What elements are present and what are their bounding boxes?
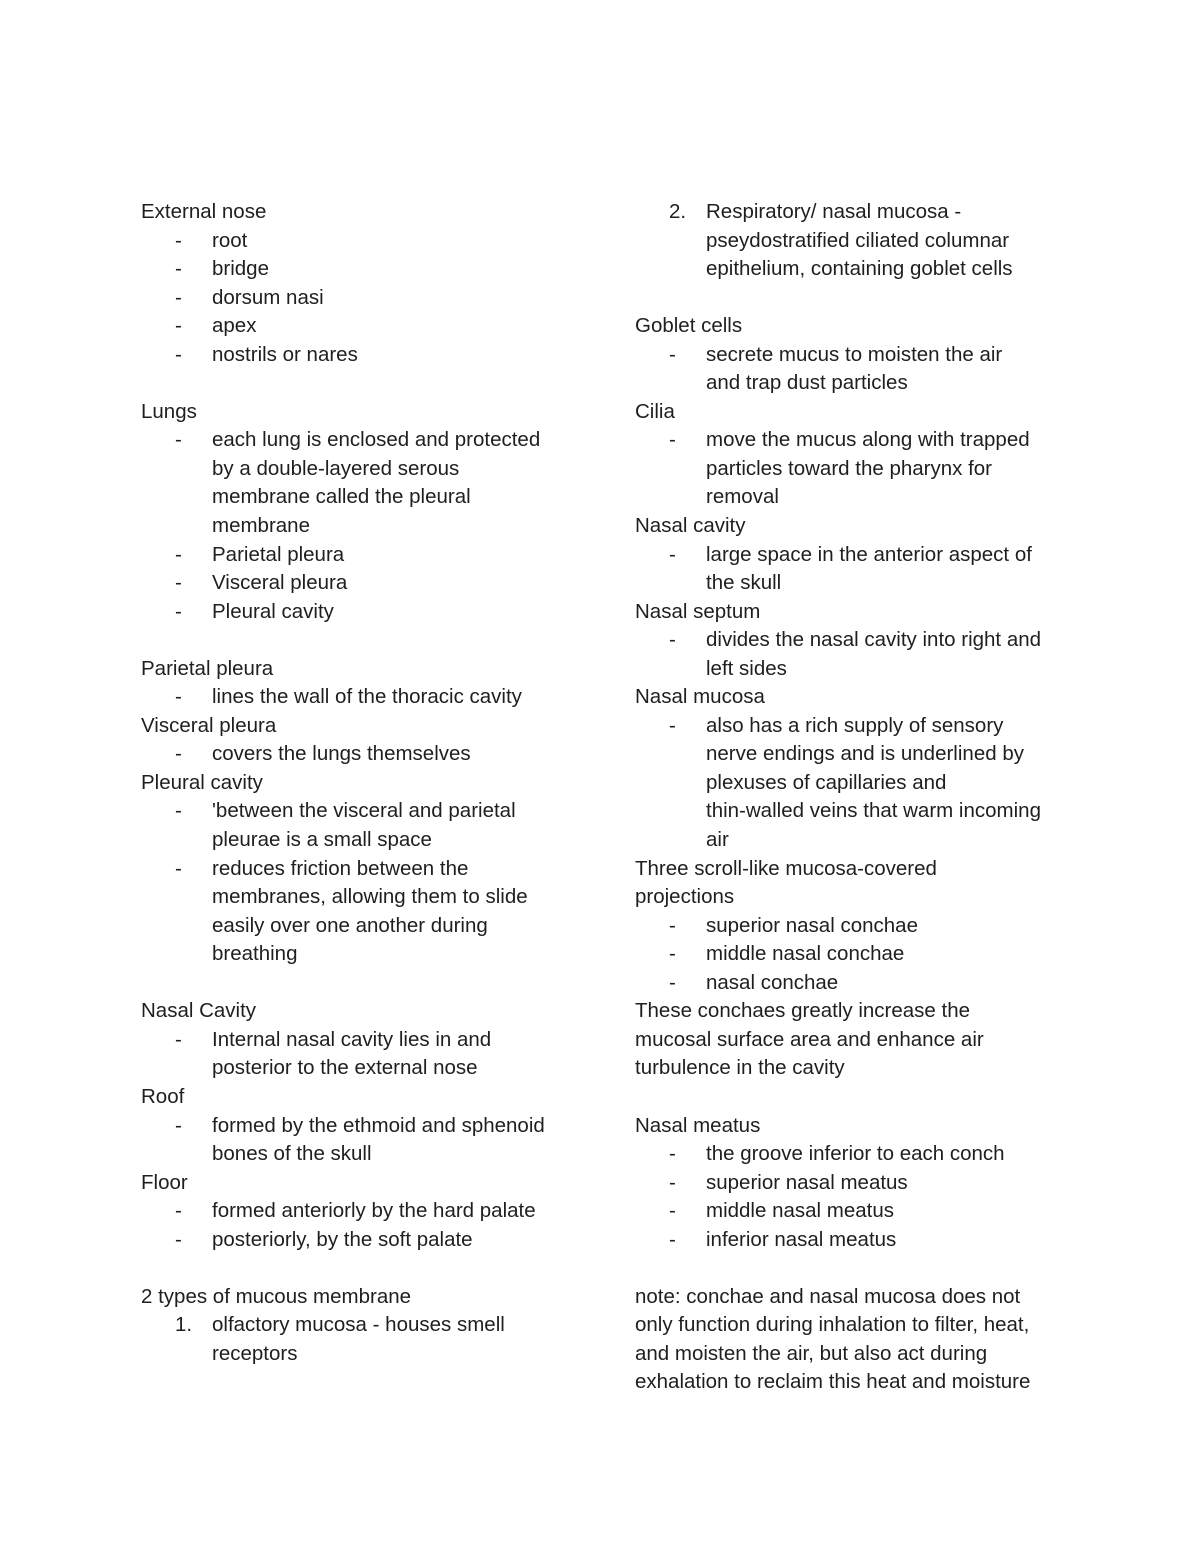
list-item	[635, 1169, 1075, 1198]
bullet-marker: -	[175, 742, 182, 766]
list-item-text: olfactory mucosa - houses smell	[212, 1313, 505, 1337]
bullet-marker: -	[669, 970, 676, 994]
list-item	[635, 1197, 1075, 1226]
bullet-marker: -	[175, 228, 182, 252]
list-item-text: move the mucus along with trapped	[706, 428, 1030, 452]
bullet-marker: -	[175, 685, 182, 709]
list-item-text: reduces friction between the	[212, 856, 469, 880]
list-item-text: large space in the anterior aspect of	[706, 542, 1032, 566]
list-item	[635, 626, 1075, 655]
bullet-marker: -	[175, 428, 182, 452]
list-item-text: pleurae is a small space	[212, 828, 432, 852]
list-item	[141, 227, 581, 256]
list-item-continuation	[635, 483, 1075, 512]
bullet-marker: -	[669, 942, 676, 966]
bullet-marker: -	[669, 913, 676, 937]
list-item-text: apex	[212, 314, 257, 338]
list-item	[635, 541, 1075, 570]
list-item-continuation	[635, 797, 1075, 826]
blank-line	[635, 284, 1075, 313]
list-item	[141, 1226, 581, 1255]
text-line: Nasal cavity	[635, 514, 746, 538]
bullet-marker: -	[175, 571, 182, 595]
bullet-marker: -	[175, 799, 182, 823]
text-line: Parietal pleura	[141, 656, 274, 680]
list-item-text: root	[212, 228, 248, 252]
list-item-continuation	[635, 369, 1075, 398]
bullet-marker: -	[175, 1227, 182, 1251]
bullet-marker: -	[175, 599, 182, 623]
list-item	[141, 855, 581, 884]
list-item-text: the groove inferior to each conch	[706, 1142, 1005, 1166]
list-item	[141, 341, 581, 370]
list-item-text: divides the nasal cavity into right and	[706, 628, 1042, 652]
list-item	[141, 312, 581, 341]
text-line: Visceral pleura	[141, 713, 277, 737]
list-item-continuation	[141, 1140, 581, 1169]
list-item-text: secrete mucus to moisten the air	[706, 342, 1003, 366]
list-item-text: air	[706, 828, 729, 852]
list-item	[141, 598, 581, 627]
bullet-marker: -	[175, 285, 182, 309]
text-line: Cilia	[635, 399, 675, 423]
list-item-text: thin-walled veins that warm incoming	[706, 799, 1041, 823]
list-item	[141, 1026, 581, 1055]
list-item	[141, 569, 581, 598]
text-line: These conchaes greatly increase the	[635, 999, 971, 1023]
list-item-text: removal	[706, 485, 779, 509]
list-item-continuation	[635, 569, 1075, 598]
list-item-continuation	[141, 512, 581, 541]
list-item-text: breathing	[212, 942, 298, 966]
list-item-text: plexuses of capillaries and	[706, 770, 947, 794]
blank-line	[141, 1254, 581, 1283]
bullet-marker: -	[669, 713, 676, 737]
list-item-text: membranes, allowing them to slide	[212, 885, 528, 909]
text-line: Nasal septum	[635, 599, 761, 623]
list-item	[635, 426, 1075, 455]
list-item-text: the skull	[706, 571, 782, 595]
text-line: and moisten the air, but also act during	[635, 1341, 988, 1365]
bullet-marker: -	[175, 257, 182, 281]
list-item-text: nerve endings and is underlined by	[706, 742, 1024, 766]
list-item-continuation	[141, 912, 581, 941]
list-item	[141, 1311, 581, 1340]
list-item	[141, 683, 581, 712]
list-item-text: easily over one another during	[212, 913, 488, 937]
text-line: exhalation to reclaim this heat and moisture	[635, 1370, 1031, 1394]
list-item-text: formed by the ethmoid and sphenoid	[212, 1113, 545, 1137]
text-line: Three scroll-like mucosa-covered	[635, 856, 937, 880]
list-item-continuation	[141, 483, 581, 512]
list-item-continuation	[141, 883, 581, 912]
list-item-text: epithelium, containing goblet cells	[706, 257, 1013, 281]
text-line: Roof	[141, 1084, 185, 1108]
list-item-continuation	[635, 740, 1075, 769]
list-item-text: pseydostratified ciliated columnar	[706, 228, 1010, 252]
text-line: note: conchae and nasal mucosa does not	[635, 1284, 1021, 1308]
list-item-text: also has a rich supply of sensory	[706, 713, 1004, 737]
list-item	[635, 969, 1075, 998]
list-item	[635, 198, 1075, 227]
list-item-text: superior nasal meatus	[706, 1170, 908, 1194]
blank-line	[141, 626, 581, 655]
text-line: Floor	[141, 1170, 188, 1194]
bullet-marker: -	[669, 1170, 676, 1194]
bullet-marker: -	[669, 1227, 676, 1251]
bullet-marker: -	[175, 314, 182, 338]
list-item	[635, 1140, 1075, 1169]
bullet-marker: -	[669, 1199, 676, 1223]
list-item-text: 'between the visceral and parietal	[212, 799, 516, 823]
list-item-continuation	[141, 1054, 581, 1083]
list-item	[141, 541, 581, 570]
list-item-text: Pleural cavity	[212, 599, 334, 623]
list-item	[141, 797, 581, 826]
list-item-continuation	[635, 255, 1075, 284]
list-item-text: Respiratory/ nasal mucosa -	[706, 200, 962, 223]
list-item-text: posteriorly, by the soft palate	[212, 1227, 473, 1251]
list-item-text: middle nasal meatus	[706, 1199, 895, 1223]
text-line: turbulence in the cavity	[635, 1056, 845, 1080]
bullet-marker: -	[669, 542, 676, 566]
list-item	[141, 255, 581, 284]
text-line: 2 types of mucous membrane	[141, 1284, 412, 1308]
bullet-marker: -	[669, 428, 676, 452]
list-item-continuation	[141, 826, 581, 855]
left-column	[141, 198, 581, 1368]
bullet-marker: -	[175, 542, 182, 566]
blank-line	[141, 369, 581, 398]
bullet-marker: -	[175, 1027, 182, 1051]
text-line: Pleural cavity	[141, 770, 263, 794]
blank-line	[141, 969, 581, 998]
list-item-text: receptors	[212, 1341, 298, 1365]
list-item-text: membrane	[212, 514, 310, 538]
list-item-text: Internal nasal cavity lies in and	[212, 1027, 492, 1051]
list-item	[635, 1226, 1075, 1255]
blank-line	[635, 1254, 1075, 1283]
list-item	[635, 712, 1075, 741]
list-item	[141, 426, 581, 455]
text-line: projections	[635, 885, 735, 909]
bullet-marker: -	[175, 1199, 182, 1223]
text-line: Lungs	[141, 399, 197, 423]
bullet-marker: -	[669, 628, 676, 652]
list-item-text: dorsum nasi	[212, 285, 324, 309]
list-number: 1.	[175, 1313, 193, 1337]
list-item-text: and trap dust particles	[706, 371, 908, 395]
list-item-text: nostrils or nares	[212, 342, 358, 366]
list-item-text: superior nasal conchae	[706, 913, 918, 937]
list-item-text: lines the wall of the thoracic cavity	[212, 685, 522, 709]
list-item-text: covers the lungs themselves	[212, 742, 471, 766]
list-item-text: membrane called the pleural	[212, 485, 471, 509]
list-item	[141, 1112, 581, 1141]
list-item	[141, 284, 581, 313]
list-item	[141, 1197, 581, 1226]
list-item-text: inferior nasal meatus	[706, 1227, 897, 1251]
list-item-continuation	[141, 940, 581, 969]
list-item-continuation	[635, 769, 1075, 798]
list-item-text: nasal conchae	[706, 970, 839, 994]
list-item-text: each lung is enclosed and protected	[212, 428, 541, 452]
list-item	[635, 912, 1075, 941]
list-item	[635, 940, 1075, 969]
bullet-marker: -	[175, 342, 182, 366]
text-line: External nose	[141, 200, 267, 223]
bullet-marker: -	[669, 1142, 676, 1166]
blank-line	[635, 1083, 1075, 1112]
list-item-continuation	[141, 455, 581, 484]
right-column	[635, 198, 1075, 1397]
text-line: Nasal Cavity	[141, 999, 257, 1023]
list-item-continuation	[635, 227, 1075, 256]
text-line: only function during inhalation to filter, heat,	[635, 1313, 1030, 1337]
bullet-marker: -	[669, 342, 676, 366]
list-item-text: formed anteriorly by the hard palate	[212, 1199, 536, 1223]
list-item-continuation	[635, 655, 1075, 684]
text-line: mucosal surface area and enhance air	[635, 1027, 984, 1051]
list-item-continuation	[141, 1340, 581, 1369]
list-item-text: Visceral pleura	[212, 571, 348, 595]
list-item-text: middle nasal conchae	[706, 942, 905, 966]
list-item-text: particles toward the pharynx for	[706, 456, 992, 480]
list-item-text: bones of the skull	[212, 1142, 372, 1166]
list-number: 2.	[669, 200, 687, 223]
list-item-continuation	[635, 826, 1075, 855]
list-item	[635, 341, 1075, 370]
bullet-marker: -	[175, 1113, 182, 1137]
list-item-text: left sides	[706, 656, 787, 680]
text-line: Goblet cells	[635, 314, 743, 338]
text-line: Nasal mucosa	[635, 685, 765, 709]
text-line: Nasal meatus	[635, 1113, 761, 1137]
list-item-continuation	[635, 455, 1075, 484]
list-item-text: posterior to the external nose	[212, 1056, 478, 1080]
list-item-text: by a double-layered serous	[212, 456, 460, 480]
list-item-text: Parietal pleura	[212, 542, 345, 566]
bullet-marker: -	[175, 856, 182, 880]
list-item	[141, 740, 581, 769]
list-item-text: bridge	[212, 257, 269, 281]
